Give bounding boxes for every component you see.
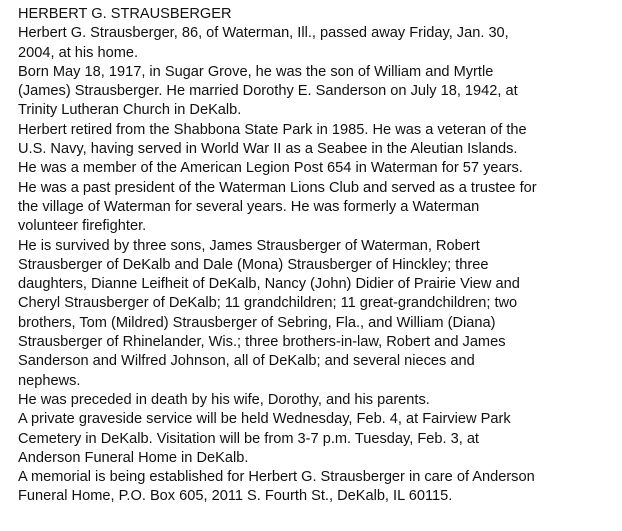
text-line: brothers, Tom (Mildred) Strausberger of Sebring, Fla., and William (Diana) — [18, 314, 496, 331]
paragraph-preceded-in-death — [18, 391, 618, 410]
text-line: Trinity Lutheran Church in DeKalb. — [18, 102, 242, 119]
text-line: Strausberger of Rhinelander, Wis.; three brothers-in-law, Robert and James — [18, 334, 506, 351]
text-line: Sanderson and Wilfred Johnson, all of DeKalb; and several nieces and — [18, 353, 475, 370]
text-line: He is survived by three sons, James Strausberger of Waterman, Robert — [18, 237, 480, 254]
paragraph-civic-service — [18, 179, 618, 237]
obituary-title: HERBERT G. STRAUSBERGER — [18, 6, 232, 22]
text-line: Anderson Funeral Home in DeKalb. — [18, 449, 249, 466]
text-line: He was a past president of the Waterman Lions Club and served as a trustee for — [18, 179, 537, 196]
obituary-document — [18, 5, 618, 507]
text-line: A private graveside service will be held Wednesday, Feb. 4, at Fairview Park — [18, 411, 511, 428]
text-line: A memorial is being established for Herbert G. Strausberger in care of Anderson — [18, 469, 535, 486]
paragraph-survivors — [18, 237, 618, 391]
paragraph-legion-membership — [18, 159, 618, 178]
text-line: nephews. — [18, 372, 81, 389]
paragraph-death-notice — [18, 24, 618, 63]
paragraph-services — [18, 410, 618, 468]
text-line: Born May 18, 1917, in Sugar Grove, he was the son of William and Myrtle — [18, 63, 494, 80]
text-line: the village of Waterman for several years. He was formerly a Waterman — [18, 198, 480, 215]
text-line: Herbert G. Strausberger, 86, of Waterman, Ill., passed away Friday, Jan. 30, — [18, 25, 509, 42]
paragraph-career-service — [18, 121, 618, 160]
text-line: volunteer firefighter. — [18, 218, 147, 235]
text-line: Cheryl Strausberger of DeKalb; 11 grandchildren; 11 great-grandchildren; two — [18, 295, 518, 312]
text-line: Herbert retired from the Shabbona State Park in 1985. He was a veteran of the — [18, 121, 527, 138]
text-line: He was a member of the American Legion Post 654 in Waterman for 57 years. — [18, 160, 523, 177]
paragraph-birth-marriage — [18, 63, 618, 121]
text-line: Cemetery in DeKalb. Visitation will be from 3-7 p.m. Tuesday, Feb. 3, at — [18, 430, 479, 447]
text-line: He was preceded in death by his wife, Dorothy, and his parents. — [18, 391, 430, 408]
paragraph-memorial — [18, 468, 618, 507]
text-line: Strausberger of DeKalb and Dale (Mona) Strausberger of Hinckley; three — [18, 256, 489, 273]
text-line: U.S. Navy, having served in World War II as a Seabee in the Aleutian Islands. — [18, 141, 518, 158]
text-line: daughters, Dianne Leifheit of DeKalb, Nancy (John) Didier of Prairie View and — [18, 276, 520, 293]
text-line: 2004, at his home. — [18, 44, 139, 61]
text-line: (James) Strausberger. He married Dorothy E. Sanderson on July 18, 1942, at — [18, 83, 518, 100]
text-line: Funeral Home, P.O. Box 605, 2011 S. Fourth St., DeKalb, IL 60115. — [18, 488, 453, 505]
